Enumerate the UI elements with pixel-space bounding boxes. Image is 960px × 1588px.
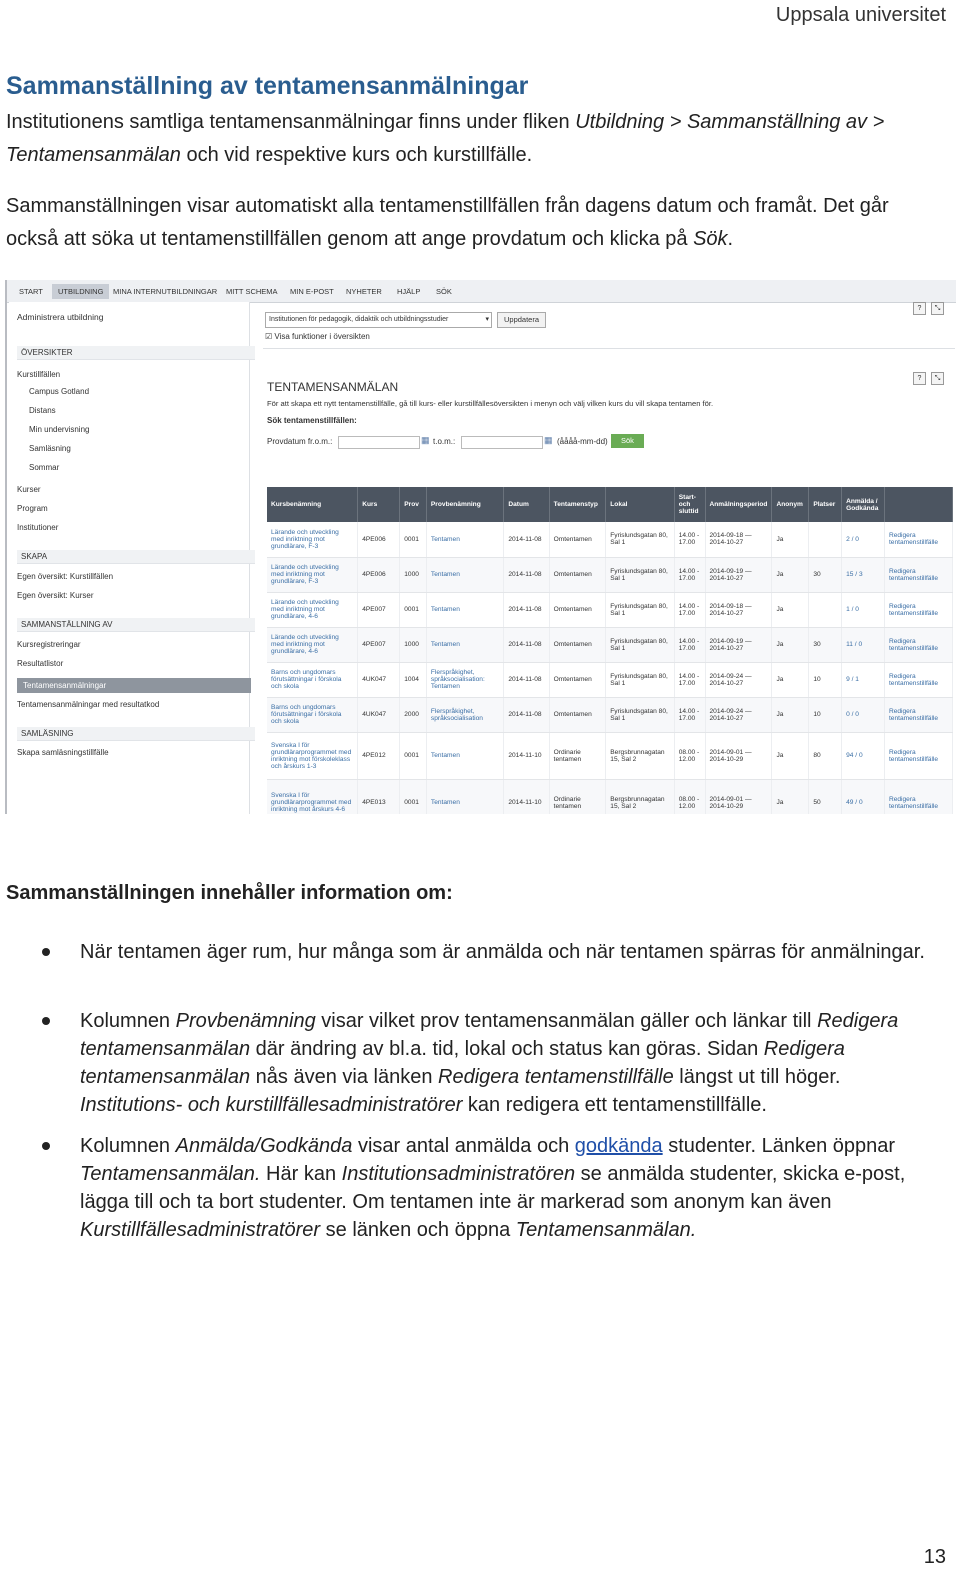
cell-redigera-link[interactable]: Redigera tentamenstillfälle xyxy=(884,662,952,697)
expand-icon-2[interactable]: ⤡ xyxy=(931,372,944,385)
cell-anonym: Ja xyxy=(772,662,809,697)
embedded-screenshot xyxy=(5,280,956,814)
cell-tid: 08.00 - 12.00 xyxy=(674,732,705,779)
cell-tentamenstyp: Omtentamen xyxy=(549,697,606,732)
cell-kurs: 4PE012 xyxy=(358,732,400,779)
cell-kursbenamning[interactable]: Lärande och utveckling med inriktning mot grundlärare, F-3 xyxy=(267,557,358,592)
cell-anonym: Ja xyxy=(772,732,809,779)
cell-platser: 80 xyxy=(809,732,842,779)
sidebar-item-distans[interactable]: Distans xyxy=(29,406,56,415)
cell-anmalda-godkanda[interactable]: 15 / 3 xyxy=(842,557,885,592)
table-row xyxy=(267,697,953,732)
bullet-item-3: Kolumnen Anmälda/Godkända visar antal anmälda och godkända studenter. Länken öppnar Tentamensanmälan. Här kan Institutionsadministratören se anmälda studenter, skicka e-post, lägga till och ta bort studenter. Om tentamen inte är markerad som anonym kan även Kurstillfällesadministratörer se länken och öppna Tentamensanmälan. xyxy=(80,1135,906,1241)
cell-prov: 1004 xyxy=(400,662,427,697)
cell-tid: 14.00 - 17.00 xyxy=(674,697,705,732)
sidebar-section-samlasning: SAMLÄSNING xyxy=(17,727,255,741)
cell-tentamenstyp: Omtentamen xyxy=(549,522,606,557)
sidebar-item-egen-kurser[interactable]: Egen översikt: Kurser xyxy=(17,591,94,600)
col-anmalda-godkanda[interactable]: Anmälda / Godkända xyxy=(842,487,885,522)
cell-provbenamning[interactable]: Tentamen xyxy=(426,522,503,557)
sidebar-item-program[interactable]: Program xyxy=(17,504,48,513)
cell-tid: 14.00 - 17.00 xyxy=(674,522,705,557)
main-panel xyxy=(263,302,955,814)
cell-redigera-link[interactable]: Redigera tentamenstillfälle xyxy=(884,557,952,592)
cell-anmalningsperiod: 2014-09-19 — 2014-10-27 xyxy=(705,627,772,662)
cell-datum: 2014-11-08 xyxy=(504,697,549,732)
cell-datum: 2014-11-10 xyxy=(504,779,549,814)
cell-prov: 0001 xyxy=(400,779,427,814)
help-icon[interactable]: ? xyxy=(913,302,926,315)
sidebar-section-sammanstallning: SAMMANSTÄLLNING AV xyxy=(17,618,255,632)
sidebar-item-kurser[interactable]: Kurser xyxy=(17,485,41,494)
col-kurs[interactable]: Kurs xyxy=(358,487,400,522)
cell-platser: 30 xyxy=(809,627,842,662)
cell-datum: 2014-11-08 xyxy=(504,557,549,592)
bullet-icon xyxy=(42,1142,50,1150)
cell-provbenamning[interactable]: Tentamen xyxy=(426,557,503,592)
calendar-icon[interactable]: ▦ xyxy=(421,435,430,445)
cell-anonym: Ja xyxy=(772,779,809,814)
section-title: TENTAMENSANMÄLAN xyxy=(267,380,399,394)
cell-datum: 2014-11-08 xyxy=(504,662,549,697)
cell-anmalda-godkanda[interactable]: 2 / 0 xyxy=(842,522,885,557)
col-start-sluttid[interactable]: Start- och sluttid xyxy=(674,487,705,522)
exam-table xyxy=(267,487,953,814)
cell-lokal: Fyrislundsgatan 80, Sal 1 xyxy=(606,627,674,662)
table-row xyxy=(267,592,953,627)
intro-paragraph-2: Sammanställningen visar automatiskt alla tentamenstillfällen från dagens datum och framåt. Det går också att söka ut tentamenstillfällen genom att ange provdatum och klicka på Sök. xyxy=(6,195,889,250)
cell-datum: 2014-11-08 xyxy=(504,522,549,557)
bullet-item-2: Kolumnen Provbenämning visar vilket prov tentamensanmälan gäller och länkar till Redigera tentamensanmälan där ändring av bl.a. tid, lokal och status kan göras. Sidan Redigera tentamensanmälan nås även via länken Redigera tentamenstillfälle längst ut till höger. Institutions- och kurstillfällesadministratörer kan redigera ett tentamenstillfälle. xyxy=(80,1010,899,1116)
cell-anmalda-godkanda[interactable]: 49 / 0 xyxy=(842,779,885,814)
cell-redigera-link[interactable]: Redigera tentamenstillfälle xyxy=(884,779,952,814)
cell-prov: 0001 xyxy=(400,592,427,627)
intro-paragraph-1: Institutionens samtliga tentamensanmälningar finns under fliken Utbildning > Sammanställning av > Tentamensanmälan och vid respektive kurs och kurstillfälle. xyxy=(6,111,885,166)
from-label: Provdatum fr.o.m.: xyxy=(267,437,333,446)
col-kursbenamning[interactable]: Kursbenämning xyxy=(267,487,358,522)
cell-anmalda-godkanda[interactable]: 9 / 1 xyxy=(842,662,885,697)
cell-datum: 2014-11-10 xyxy=(504,732,549,779)
expand-icon[interactable]: ⤡ xyxy=(931,302,944,315)
table-row xyxy=(267,779,953,814)
department-select[interactable]: Institutionen för pedagogik, didaktik och utbildningsstudier ▾ xyxy=(265,312,492,328)
date-format-hint: (åååå-mm-dd) xyxy=(557,437,608,446)
cell-kurs: 4PE007 xyxy=(358,627,400,662)
search-button[interactable]: Sök xyxy=(611,434,644,448)
cell-datum: 2014-11-08 xyxy=(504,592,549,627)
table-row xyxy=(267,662,953,697)
cell-provbenamning[interactable]: Tentamen xyxy=(426,732,503,779)
sidebar-item-kursregistreringar[interactable]: Kursregistreringar xyxy=(17,640,81,649)
cell-redigera-link[interactable]: Redigera tentamenstillfälle xyxy=(884,627,952,662)
chevron-down-icon: ▾ xyxy=(485,316,489,323)
cell-anonym: Ja xyxy=(772,557,809,592)
sidebar-item-skapa-samlasning[interactable]: Skapa samläsningstillfälle xyxy=(17,748,109,757)
cell-kurs: 4PE006 xyxy=(358,557,400,592)
cell-redigera-link[interactable]: Redigera tentamenstillfälle xyxy=(884,732,952,779)
sidebar xyxy=(9,302,250,814)
cell-anmalda-godkanda[interactable]: 0 / 0 xyxy=(842,697,885,732)
sidebar-section-oversikter: ÖVERSIKTER xyxy=(17,346,255,360)
cell-kursbenamning[interactable]: Barns och ungdomars förutsättningar i förskola och skola xyxy=(267,697,358,732)
cell-tentamenstyp: Omtentamen xyxy=(549,662,606,697)
table-row xyxy=(267,732,953,779)
cell-prov: 1000 xyxy=(400,557,427,592)
section-description: För att skapa ett nytt tentamenstillfälle, gå till kurs- eller kurstillfällesöversikten i menyn och välj vilken kurs du vill skapa tentamen för. xyxy=(267,399,714,408)
bullet-icon xyxy=(42,948,50,956)
calendar-icon-2[interactable]: ▦ xyxy=(544,435,553,445)
nav-min-epost[interactable]: MIN E-POST xyxy=(290,287,334,296)
cell-kursbenamning[interactable]: Svenska I för grundlärarprogrammet med inriktning mot årskurs 4-6 xyxy=(267,779,358,814)
cell-tid: 08.00 - 12.00 xyxy=(674,779,705,814)
cell-prov: 0001 xyxy=(400,732,427,779)
sidebar-item-campus-gotland[interactable]: Campus Gotland xyxy=(29,387,90,396)
cell-anmalda-godkanda[interactable]: 94 / 0 xyxy=(842,732,885,779)
to-label: t.o.m.: xyxy=(433,437,456,446)
nav-hjalp[interactable]: HJÄLP xyxy=(397,287,421,296)
sidebar-item-egen-kurstillfallen[interactable]: Egen översikt: Kurstillfällen xyxy=(17,572,114,581)
cell-tentamenstyp: Ordinarie tentamen xyxy=(549,779,606,814)
page-number: 13 xyxy=(923,1546,946,1568)
cell-kursbenamning[interactable]: Barns och ungdomars förutsättningar i förskola och skola xyxy=(267,662,358,697)
cell-platser: 10 xyxy=(809,662,842,697)
godkanda-link[interactable]: godkända xyxy=(574,1135,663,1157)
cell-provbenamning[interactable]: Flerspråkighet, språksocialisation xyxy=(426,697,503,732)
cell-kurs: 4PE006 xyxy=(358,522,400,557)
cell-kursbenamning[interactable]: Svenska I för grundlärarprogrammet med inriktning mot förskoleklass och årskurs 1-3 xyxy=(267,732,358,779)
cell-prov: 1000 xyxy=(400,627,427,662)
cell-lokal: Bergsbrunnagatan 15, Sal 2 xyxy=(606,779,674,814)
col-anonym[interactable]: Anonym xyxy=(772,487,809,522)
cell-provbenamning[interactable]: Tentamen xyxy=(426,779,503,814)
cell-kursbenamning[interactable]: Lärande och utveckling med inriktning mot grundlärare, 4-6 xyxy=(267,592,358,627)
cell-redigera-link[interactable]: Redigera tentamenstillfälle xyxy=(884,697,952,732)
cell-tentamenstyp: Omtentamen xyxy=(549,627,606,662)
cell-tid: 14.00 - 17.00 xyxy=(674,557,705,592)
cell-provbenamning[interactable]: Tentamen xyxy=(426,627,503,662)
cell-tid: 14.00 - 17.00 xyxy=(674,627,705,662)
nav-start[interactable]: START xyxy=(19,287,43,296)
cell-platser xyxy=(809,592,842,627)
from-date-input[interactable] xyxy=(338,436,420,449)
checkbox-icon[interactable]: ☑ xyxy=(265,332,273,341)
cell-platser: 30 xyxy=(809,557,842,592)
page-title: Sammanställning av tentamensanmälningar xyxy=(6,72,529,100)
cell-anmalningsperiod: 2014-09-19 — 2014-10-27 xyxy=(705,557,772,592)
sidebar-item-tentamensanmalningar[interactable]: Tentamensanmälningar xyxy=(17,678,251,693)
cell-prov: 0001 xyxy=(400,522,427,557)
cell-anmalningsperiod: 2014-09-18 — 2014-10-27 xyxy=(705,522,772,557)
cell-tentamenstyp: Omtentamen xyxy=(549,557,606,592)
cell-platser: 10 xyxy=(809,697,842,732)
cell-lokal: Fyrislundsgatan 80, Sal 1 xyxy=(606,592,674,627)
sidebar-item-resultatlistor[interactable]: Resultatlistor xyxy=(17,659,64,668)
cell-redigera-link[interactable]: Redigera tentamenstillfälle xyxy=(884,522,952,557)
cell-platser xyxy=(809,522,842,557)
show-functions-row: ☑ Visa funktioner i översikten xyxy=(265,332,370,341)
cell-anmalningsperiod: 2014-09-01 — 2014-10-29 xyxy=(705,779,772,814)
top-navigation xyxy=(7,280,956,303)
cell-tid: 14.00 - 17.00 xyxy=(674,662,705,697)
table-row xyxy=(267,522,953,557)
table-row xyxy=(267,557,953,592)
cell-anonym: Ja xyxy=(772,522,809,557)
col-lokal[interactable]: Lokal xyxy=(606,487,674,522)
nav-mitt-schema[interactable]: MITT SCHEMA xyxy=(226,287,278,296)
nav-utbildning[interactable]: UTBILDNING xyxy=(52,284,109,299)
cell-kurs: 4UK047 xyxy=(358,697,400,732)
cell-lokal: Fyrislundsgatan 80, Sal 1 xyxy=(606,557,674,592)
nav-mina-internutbildningar[interactable]: MINA INTERNUTBILDNINGAR xyxy=(113,287,218,296)
help-icon-2[interactable]: ? xyxy=(913,372,926,385)
university-name: Uppsala universitet xyxy=(775,4,946,26)
col-prov[interactable]: Prov xyxy=(400,487,427,522)
cell-provbenamning[interactable]: Tentamen xyxy=(426,592,503,627)
nav-nyheter[interactable]: NYHETER xyxy=(346,287,382,296)
cell-anmalda-godkanda[interactable]: 1 / 0 xyxy=(842,592,885,627)
cell-redigera-link[interactable]: Redigera tentamenstillfälle xyxy=(884,592,952,627)
col-anmalningsperiod[interactable]: Anmälningsperiod xyxy=(705,487,772,522)
sidebar-item-sommar[interactable]: Sommar xyxy=(29,463,60,472)
sidebar-item-samlasning[interactable]: Samläsning xyxy=(29,444,71,453)
cell-anmalningsperiod: 2014-09-24 — 2014-10-27 xyxy=(705,662,772,697)
cell-kursbenamning[interactable]: Lärande och utveckling med inriktning mot grundlärare, 4-6 xyxy=(267,627,358,662)
sidebar-item-kurstillfallen[interactable]: Kurstillfällen xyxy=(17,370,61,379)
cell-platser: 50 xyxy=(809,779,842,814)
col-datum[interactable]: Datum xyxy=(504,487,549,522)
table-row xyxy=(267,627,953,662)
col-platser[interactable]: Platser xyxy=(809,487,842,522)
search-title: Sök tentamenstillfällen: xyxy=(267,416,357,425)
sidebar-section-skapa: SKAPA xyxy=(17,550,255,564)
cell-kurs: 4PE007 xyxy=(358,592,400,627)
col-actions xyxy=(884,487,952,522)
cell-prov: 2000 xyxy=(400,697,427,732)
cell-kurs: 4PE013 xyxy=(358,779,400,814)
cell-anmalda-godkanda[interactable]: 11 / 0 xyxy=(842,627,885,662)
cell-tentamenstyp: Omtentamen xyxy=(549,592,606,627)
col-provbenamning[interactable]: Provbenämning xyxy=(426,487,503,522)
cell-anonym: Ja xyxy=(772,697,809,732)
update-button[interactable]: Uppdatera xyxy=(497,312,546,328)
cell-kursbenamning[interactable]: Lärande och utveckling med inriktning mot grundlärare, F-3 xyxy=(267,522,358,557)
cell-lokal: Fyrislundsgatan 80, Sal 1 xyxy=(606,662,674,697)
cell-anmalningsperiod: 2014-09-01 — 2014-10-29 xyxy=(705,732,772,779)
sidebar-header: Administrera utbildning xyxy=(17,312,104,322)
divider xyxy=(263,348,955,349)
sidebar-item-institutioner[interactable]: Institutioner xyxy=(17,523,59,532)
cell-kurs: 4UK047 xyxy=(358,662,400,697)
bullet-icon xyxy=(42,1017,50,1025)
cell-anmalningsperiod: 2014-09-18 — 2014-10-27 xyxy=(705,592,772,627)
cell-provbenamning[interactable]: Flerspråkighet, språksocialisation: Tentamen xyxy=(426,662,503,697)
nav-sok[interactable]: SÖK xyxy=(436,287,452,296)
sidebar-item-min-undervisning[interactable]: Min undervisning xyxy=(29,425,90,434)
bullet-item-1: När tentamen äger rum, hur många som är anmälda och när tentamen spärras för anmälningar. xyxy=(80,941,925,963)
to-date-input[interactable] xyxy=(461,436,543,449)
sidebar-item-tentamensanmalningar-resultatkod[interactable]: Tentamensanmälningar med resultatkod xyxy=(17,700,160,709)
cell-tid: 14.00 - 17.00 xyxy=(674,592,705,627)
cell-anonym: Ja xyxy=(772,627,809,662)
cell-lokal: Bergsbrunnagatan 15, Sal 2 xyxy=(606,732,674,779)
cell-datum: 2014-11-08 xyxy=(504,627,549,662)
cell-lokal: Fyrislundsgatan 80, Sal 1 xyxy=(606,522,674,557)
cell-tentamenstyp: Ordinarie tentamen xyxy=(549,732,606,779)
cell-lokal: Fyrislundsgatan 80, Sal 1 xyxy=(606,697,674,732)
info-heading: Sammanställningen innehåller information om: xyxy=(6,882,453,904)
cell-anonym: Ja xyxy=(772,592,809,627)
cell-anmalningsperiod: 2014-09-24 — 2014-10-27 xyxy=(705,697,772,732)
col-tentamenstyp[interactable]: Tentamenstyp xyxy=(549,487,606,522)
